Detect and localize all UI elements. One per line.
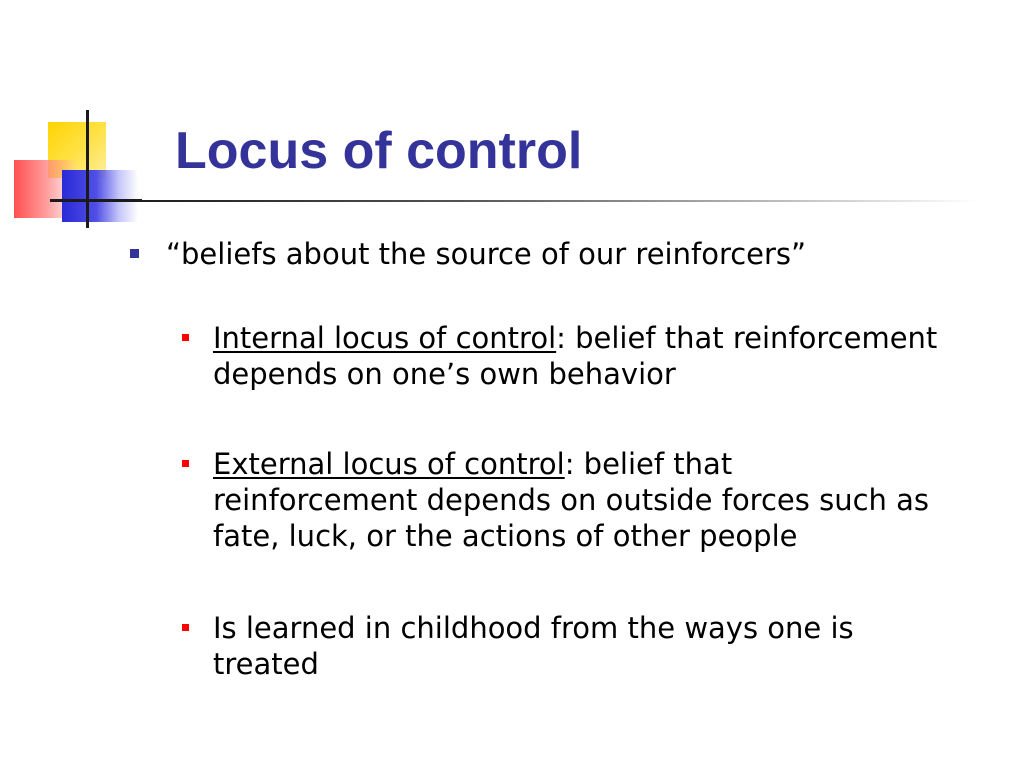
- bullet-level1: [130, 235, 990, 273]
- square-bullet-icon: [182, 624, 189, 631]
- slide-title: Locus of control: [175, 122, 583, 180]
- sub-bullet-internal: [182, 320, 942, 392]
- sub-bullet-learned: [182, 610, 942, 682]
- square-bullet-icon: [182, 334, 189, 341]
- square-bullet-icon: [182, 460, 189, 467]
- term-external-locus: External locus of control: [213, 447, 565, 481]
- bullet-text: “beliefs about the source of our reinforcers”: [166, 237, 807, 271]
- decorative-squares-logo: [0, 0, 170, 240]
- sub-bullet-external: [182, 446, 942, 554]
- title-divider: [120, 200, 980, 202]
- term-internal-locus: Internal locus of control: [213, 321, 557, 355]
- definition-external-locus: : belief that reinforcement depends on outside forces such as fate, luck, or the actions of other people: [213, 447, 929, 553]
- definition-internal-locus: : belief that reinforcement depends on one’s own behavior: [213, 321, 938, 391]
- blue-square: [62, 170, 138, 222]
- square-bullet-icon: [130, 249, 139, 258]
- learned-in-childhood-text: Is learned in childhood from the ways one is treated: [213, 611, 854, 681]
- vertical-line: [86, 110, 89, 228]
